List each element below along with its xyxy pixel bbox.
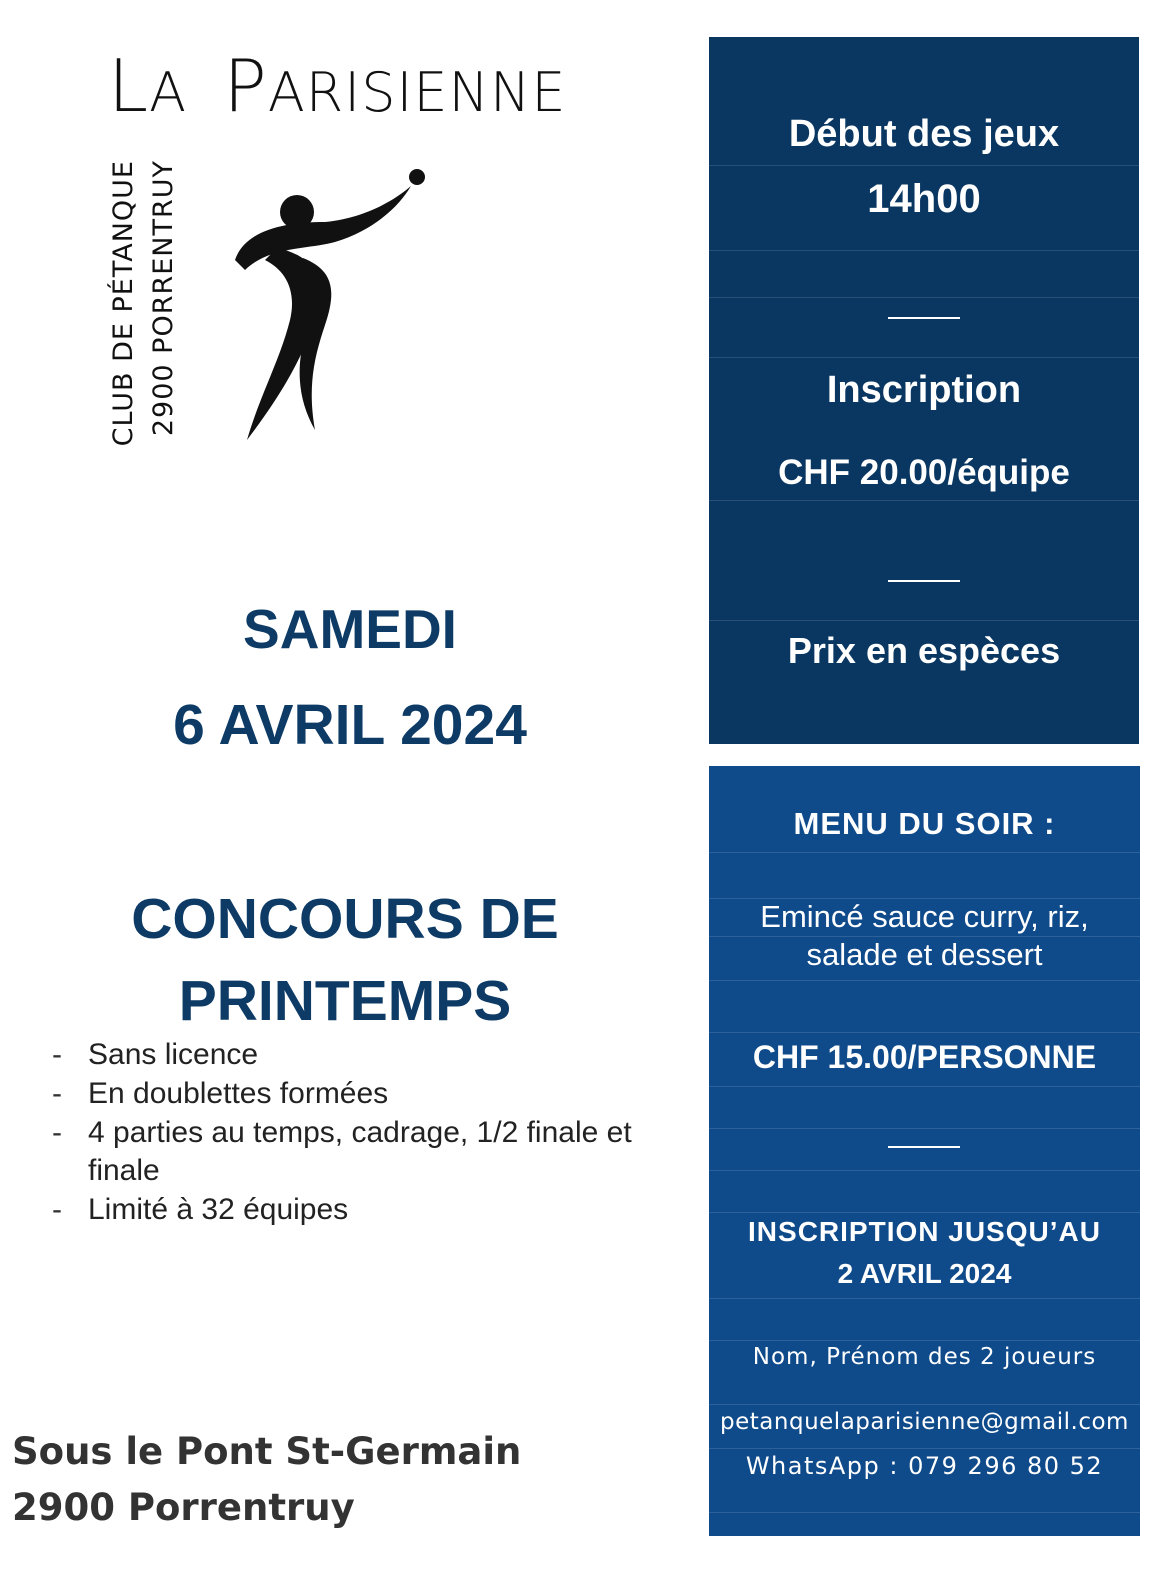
menu-price: CHF 15.00/PERSONNE bbox=[752, 1039, 1097, 1075]
bullet-dash: - bbox=[52, 1077, 62, 1110]
deadline-line1: INSCRIPTION JUSQU’AU bbox=[748, 1216, 1101, 1247]
divider bbox=[888, 317, 960, 319]
inscription-price: CHF 20.00/équipe bbox=[778, 453, 1070, 492]
club-name-line: CLUB DE PÉTANQUE bbox=[108, 160, 139, 447]
contact-email[interactable]: petanquelaparisienne@gmail.com bbox=[720, 1409, 1129, 1435]
info-panel bbox=[709, 37, 1139, 744]
list-item bbox=[52, 1075, 672, 1113]
event-title-line2: PRINTEMPS bbox=[178, 969, 512, 1033]
club-logo-subtitle bbox=[108, 160, 188, 450]
prize-label: Prix en espèces bbox=[787, 630, 1061, 671]
logo-letters: A bbox=[149, 61, 188, 124]
rule-text: Limité à 32 équipes bbox=[88, 1193, 349, 1226]
menu-title: MENU DU SOIR : bbox=[793, 806, 1056, 841]
list-item bbox=[52, 1114, 672, 1190]
venue-address bbox=[12, 1424, 521, 1536]
menu-dish-line1: Emincé sauce curry, riz, bbox=[760, 899, 1089, 934]
logo-letter: P bbox=[223, 44, 268, 128]
address-line1: Sous le Pont St-Germain bbox=[12, 1430, 522, 1473]
club-logo-title bbox=[108, 44, 567, 128]
logo-letters: ARISIENNE bbox=[267, 61, 567, 124]
menu-panel bbox=[709, 766, 1140, 1536]
deadline-line2: 2 AVRIL 2024 bbox=[837, 1258, 1012, 1289]
logo-letter: L bbox=[108, 44, 150, 128]
list-item bbox=[52, 1036, 672, 1074]
bullet-dash: - bbox=[52, 1193, 62, 1226]
contact-whatsapp[interactable]: WhatsApp : 079 296 80 52 bbox=[745, 1452, 1104, 1480]
menu-dish-line2: salade et dessert bbox=[806, 937, 1043, 972]
event-date: 6 AVRIL 2024 bbox=[173, 693, 527, 757]
bullet-dash: - bbox=[52, 1038, 62, 1071]
divider bbox=[888, 580, 960, 582]
list-item bbox=[52, 1191, 672, 1229]
bullet-dash: - bbox=[52, 1116, 62, 1149]
rule-text: En doublettes formées bbox=[88, 1077, 389, 1110]
start-time: 14h00 bbox=[867, 177, 981, 221]
inscription-label: Inscription bbox=[826, 369, 1022, 411]
club-city-line: 2900 PORRENTRUY bbox=[148, 160, 179, 437]
event-day: SAMEDI bbox=[243, 598, 457, 660]
rules-list bbox=[52, 1036, 672, 1230]
petanque-player-icon bbox=[215, 160, 435, 450]
address-line2: 2900 Porrentruy bbox=[12, 1486, 355, 1529]
divider bbox=[888, 1146, 960, 1148]
event-title bbox=[40, 878, 650, 1042]
rule-text: 4 parties au temps, cadrage, 1/2 finale et finale bbox=[88, 1116, 632, 1187]
contact-note: Nom, Prénom des 2 joueurs bbox=[752, 1344, 1097, 1370]
event-title-line1: CONCOURS DE bbox=[131, 887, 559, 951]
rule-text: Sans licence bbox=[88, 1038, 259, 1071]
start-label: Début des jeux bbox=[788, 113, 1060, 155]
